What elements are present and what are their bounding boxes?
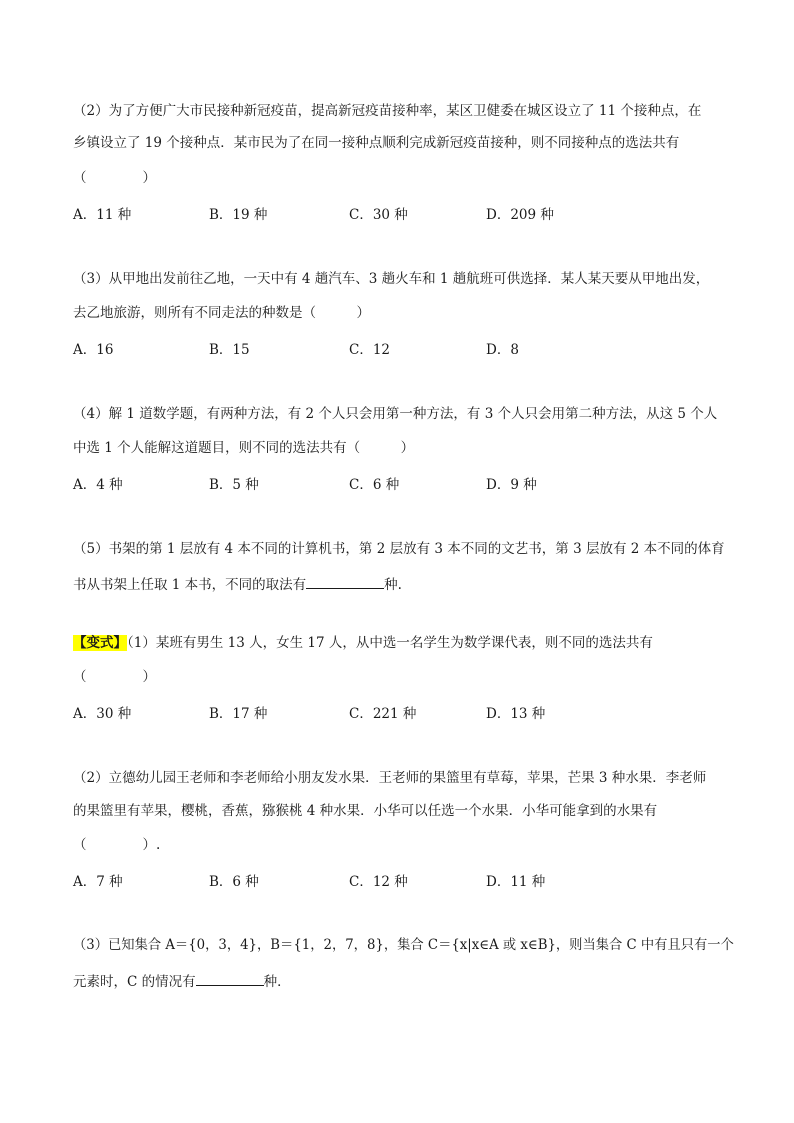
v1-option-b: B．17 种 <box>209 706 268 722</box>
q4-option-d: D．9 种 <box>486 477 537 493</box>
v1-option-d: D．13 种 <box>486 706 546 722</box>
q4-line-1: （4）解 1 道数学题，有两种方法，有 2 个人只会用第一种方法，有 3 个人只会用第二种方法，从这 5 个人 <box>73 406 718 422</box>
q3-option-c: C．12 <box>349 342 391 358</box>
q2-option-a: A．11 种 <box>73 207 132 223</box>
v1-paren-close: ） <box>142 669 156 685</box>
q2-answer-paren <box>73 169 156 187</box>
v2-line-2: 的果篮里有苹果，樱桃，香蕉，猕猴桃 4 种水果．小华可以任选一个水果．小华可能拿到的水果有 <box>73 803 658 819</box>
variant-1-line-1 <box>73 634 653 652</box>
q5-line-1: （5）书架的第 1 层放有 4 本不同的计算机书，第 2 层放有 3 本不同的文艺书，第 3 层放有 2 本不同的体育 <box>73 541 725 557</box>
q5-line-2 <box>73 574 402 594</box>
v2-option-b: B．6 种 <box>209 874 259 890</box>
v2-option-c: C．12 种 <box>349 874 408 890</box>
q5-answer-blank[interactable] <box>306 574 384 589</box>
v3-line-2-text: 元素时，C 的情况有 <box>73 974 196 990</box>
v2-paren-open: （ <box>73 837 87 853</box>
q3-option-b: B．15 <box>209 342 250 358</box>
v3-line-2 <box>73 971 291 991</box>
variant-tag: 【变式】 <box>73 635 127 651</box>
v3-line-2-suffix: 种． <box>263 974 291 990</box>
q4-option-b: B．5 种 <box>209 477 259 493</box>
v2-line-1: （2）立德幼儿园王老师和李老师给小朋友发水果．王老师的果篮里有草莓，苹果，芒果 3 种水果．李老师 <box>73 770 707 786</box>
q4-option-c: C．6 种 <box>349 477 400 493</box>
q2-line-2: 乡镇设立了 19 个接种点．某市民为了在同一接种点顺利完成新冠疫苗接种，则不同接种点的选法共有 <box>73 135 680 151</box>
v1-option-a: A．30 种 <box>73 706 132 722</box>
q3-line-2: 去乙地旅游，则所有不同走法的种数是（ ） <box>73 305 370 321</box>
q3-option-a: A．16 <box>73 342 114 358</box>
q2-paren-close: ） <box>142 170 156 186</box>
q3-line-1: （3）从甲地出发前往乙地，一天中有 4 趟汽车、3 趟火车和 1 趟航班可供选择．某人某天要从甲地出发， <box>73 271 710 287</box>
q4-line-2: 中选 1 个人能解这道题目，则不同的选法共有（ ） <box>73 440 415 456</box>
variant-1-text: （1）某班有男生 13 人，女生 17 人，从中选一名学生为数学课代表，则不同的选法共有 <box>127 635 653 651</box>
q4-option-a: A．4 种 <box>73 477 123 493</box>
q5-line-2-text: 书从书架上任取 1 本书，不同的取法有 <box>73 577 307 593</box>
v1-answer-paren <box>73 668 156 686</box>
q2-paren-open: （ <box>73 170 87 186</box>
q3-option-d: D．8 <box>486 342 519 358</box>
v2-paren-close: ）. <box>142 837 161 853</box>
q2-option-b: B．19 种 <box>209 207 268 223</box>
v2-option-d: D．11 种 <box>486 874 546 890</box>
v3-line-1: （3）已知集合 A＝{0，3，4}，B＝{1，2，7，8}，集合 C＝{x|x∈A 或 x∈B}，则当集合 C 中有且只有一个 <box>73 937 734 953</box>
v1-paren-open: （ <box>73 669 87 685</box>
v2-option-a: A．7 种 <box>73 874 123 890</box>
v2-answer-paren <box>73 836 160 854</box>
v3-answer-blank[interactable] <box>196 971 264 986</box>
q2-line-1: （2）为了方便广大市民接种新冠疫苗，提高新冠疫苗接种率，某区卫健委在城区设立了 11 个接种点，在 <box>73 103 702 119</box>
q5-line-2-suffix: 种. <box>384 577 402 593</box>
q2-option-d: D．209 种 <box>486 207 554 223</box>
v1-option-c: C．221 种 <box>349 706 417 722</box>
q2-option-c: C．30 种 <box>349 207 408 223</box>
